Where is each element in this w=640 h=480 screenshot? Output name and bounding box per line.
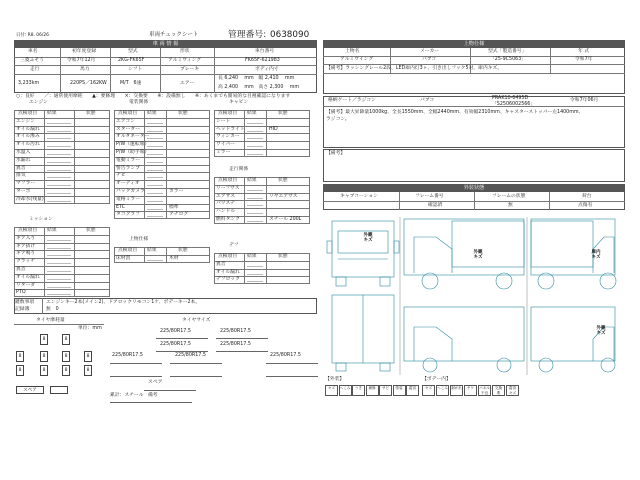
running-title: 走行関係 [229,167,249,172]
liftgate-table [323,96,625,148]
gate-serial: 「S2506002566」 [492,102,536,107]
tire-unit: 単位：mm [78,326,102,331]
tire-size-title: タイヤサイズ [182,318,211,323]
running-item: エアサス [216,193,235,199]
ext-h-0: キャブコーション [340,194,378,199]
cabin-col-2: 状態 [278,111,288,116]
electric-item: スターター [116,126,140,132]
electric-item: タコグラフ [116,212,140,218]
mgmt-label: 管理番号: [228,30,267,40]
diff-col-2: 状態 [278,254,288,259]
tire-wear-3: 8 [16,351,24,362]
veh-v1-2: 2KG-FK65F [118,58,145,63]
up-h-2: 型式「製造番号」 [488,49,527,54]
tire-wear-2: 8 [62,334,70,345]
mission-item: ギア抜け [16,243,36,249]
damage-mark-side-b: 庫内 キズ [591,250,601,260]
mission-title: ミッション [29,217,53,222]
upspec-col-1: 結果 [147,248,157,253]
tire-size-5: 225/80R17.5 [112,353,143,358]
veh-dims-2: 高 2,400 mm 高さ 2,300 mm [218,85,300,90]
gate-year: 令和7年06月 [570,98,599,103]
tire-wear-7: 8 [16,365,24,376]
tire-size-7: 225/80R17.5 [270,353,301,358]
mission-item: オイル漏れ [16,274,40,280]
engine-item: オイル滲み [16,134,40,140]
up-v-2: 「25-9C5063」 [490,57,527,62]
engine-item: 冷却水(残量) [16,196,44,202]
spare-size-label: スペア [148,380,163,385]
electric-item: ナビ [116,173,126,179]
diff-item: デフロック [216,277,240,283]
notes-val-2: 無 0 [46,307,59,312]
gate-maker: パブコ [420,98,435,103]
up-h-3: 年 式 [578,49,590,54]
veh-v2-0: 3,233km [18,81,40,86]
cabin-col-1: 結果 [247,111,257,116]
engine-title: エンジン [29,100,48,105]
veh-h1-1: 初年度登録 [72,49,96,54]
outer-legend-item: へこみ [339,385,352,396]
veh-h2-0: 走行 [30,67,40,72]
remarks-label: 【備考】 [326,151,346,156]
tire-wear-4: 8 [40,351,48,362]
engine-item: マフラー [16,181,36,187]
engine-item: エンジン [16,118,35,124]
body-legend-item: へこみ [436,385,449,396]
cabin-item: ミラー [216,150,231,155]
mission-col-0: 点検項目 [18,228,38,233]
tire-size-3: 225/80R17.5 [160,342,191,347]
diff-col-0: 点検項目 [218,254,238,259]
tire-size-2: 225/80R17.5 [220,329,251,334]
tire-wear-1: 8 [40,334,48,345]
tire-size-6: 225/80R17.5 [175,353,206,358]
up-v-3: 令和7年 [575,57,593,62]
spare-tire-wear [50,386,68,394]
ext-h-1: フレーム番号 [415,194,444,199]
electric-item: P/W（助手席） [116,150,150,155]
mission-col-2: 状態 [86,228,96,233]
remarks-box [323,149,625,182]
mission-item: 異音 [16,267,26,272]
damage-mark-rear: 外観 キズ [596,326,606,336]
upspec-col-0: 点検項目 [118,248,138,253]
body-legend-item: キズ [422,385,435,396]
veh-v1-0: 三菱ふそう [20,58,44,63]
engine-item: 排気 [16,173,26,179]
upspec-col-2: 状態 [178,248,188,253]
veh-v1-1: 令和7年12月 [67,58,96,63]
tire-wear-9: 8 [62,365,70,376]
electric-item: エアコン [116,118,135,124]
veh-h1-4: 車台番号 [255,49,275,54]
outer-legend-item: 補修 [366,385,379,396]
damage-mark-side-a: 外観 キズ [473,250,483,260]
tire-size-4: 225/80R17.5 [220,342,251,347]
electric-item: 電動ミラー [116,157,140,163]
tire-size-1: 225/80R17.5 [160,329,191,334]
outer-legend-item: キズ [325,385,338,396]
engine-item: オイル漏れ [16,126,40,132]
electric-item: オルタネーター [116,134,150,140]
electric-status: カラー [169,189,184,194]
electric-item: 電格ミラー [116,196,140,202]
veh-h2-3: ブレーキ [180,67,199,72]
cabin-item: ヘッドライト [216,126,245,132]
upspec-title: 上物仕様 [129,237,149,242]
diff-col-1: 結果 [247,254,257,259]
cabin-status: HID [269,126,278,132]
ext-h-2: フレームの状態 [492,194,526,199]
running-item: ハンドル [216,209,236,215]
sheet-title: 車両チェックシート [149,32,199,38]
up-h-1: メーカー [420,49,440,54]
tire-wear-5: 8 [62,351,70,362]
legend-row: ○：良好 ／：通常使用摩耗 ▲：要修理 ×：交換要 ※：設備無し ※：あくまでも簡易的な目視確認になります [16,94,291,99]
tire-wear-6: 8 [84,351,92,362]
electric-item: P/W（運転席） [116,142,150,148]
outer-legend-item: 腐食 [406,385,419,396]
engine-col-2: 状態 [86,111,96,116]
veh-h2-4: ボディ内寸 [255,67,279,72]
cabin-item: ワイパー [216,142,235,148]
running-col-0: 点検項目 [218,178,238,183]
engine-item: 水漏れ [16,157,31,163]
mission-item: ギア入り [16,235,36,241]
spare-tire-box: スペア [16,386,44,394]
cabin-col-0: 点検項目 [218,111,238,116]
running-item: 燃料タンク [216,217,240,222]
upper-spec-title: 上物仕様 [323,40,625,48]
engine-item: 異音 [16,165,26,171]
gate-model: PRAK10-6495D [492,96,529,101]
electric-item: バックカメラ [116,189,145,194]
veh-v1-4: FK65F-621983 [245,58,280,63]
body-legend-title: 【ボデー内】 [422,377,451,382]
electric-title: 電装関係 [129,100,149,105]
running-col-1: 結果 [247,178,257,183]
mission-item: リターダ [16,282,36,288]
body-legend-item: ヤケ [464,385,477,396]
up-note: 【備考】ラッシングレール2段、LED庫内灯3ヶ、引き出しフック5対、庫内キズ。 [326,66,503,71]
electric-col-2: 状態 [178,111,188,116]
veh-v2-2: M/T 6速 [120,81,142,86]
gate-header: 格納ゲート／ラジコン [328,98,376,103]
running-status: スチール 200L [269,217,302,222]
veh-v2-1: 220PS／162KW [70,81,107,86]
running-item: パワステ [216,201,235,207]
ext-v-3: 点傷有 [578,203,593,208]
up-h-0: 上物名 [345,49,360,54]
vehicle-info-title: 車 両 情 報 [14,40,317,48]
outer-legend-item: 塗装 [393,385,406,396]
body-legend-item: 腐食 キズ [506,385,519,396]
engine-item: オイル汚れ [16,142,40,148]
veh-h2-1: 馬力 [80,67,90,72]
damage-mark-cab: 外観 キズ [363,233,373,243]
diff-title: デフ [229,243,239,248]
electric-item: ETC [116,204,126,210]
electric-status: アナログ [169,212,189,218]
electric-col-1: 結果 [147,111,157,116]
body-legend-item: 剥がれ [450,385,463,396]
date-text: 日付: R8. 06/26 [16,33,49,38]
outer-legend-item: うき [352,385,365,396]
veh-h1-2: 型式 [128,49,138,54]
running-col-2: 状態 [278,178,288,183]
veh-v1-3: アルミウィング [168,58,202,63]
body-legend-item: 交換 要 [492,385,505,396]
mission-col-1: 結果 [47,228,57,233]
notes-label-1: 鍵数事項 [15,300,35,305]
notes-val-1: エンジンキー2本(メイン2)、ドアロックリモコン1ケ、ボデーキー2本。 [46,300,201,305]
diff-item: オイル漏れ [216,269,240,275]
outer-legend-item: サビ [379,385,392,396]
mission-item: PTO [16,290,26,296]
electric-col-0: 点検項目 [118,111,138,116]
veh-h2-2: シフト [128,67,143,72]
electric-status: 標準 [169,204,179,210]
tire-foot-1: 累計：スチール [110,393,144,398]
body-legend-item: パネル 不良 [479,386,490,395]
gate-note-2: ラジコン。 [326,117,350,122]
tire-wear-10: 8 [84,365,92,376]
engine-col-0: 点検項目 [18,111,38,116]
tire-wear-title: タイヤ摩耗量 [36,318,65,323]
upspec-item: 床材質 [116,255,131,261]
engine-item: 水温入 [16,150,31,155]
veh-h1-0: 車名 [28,49,38,54]
mgmt-number: 0638090 [270,30,310,40]
up-v-1: パブコ [422,57,437,62]
running-status: リヤエアサス [269,193,298,199]
running-item: リーフサス [216,185,240,191]
ext-v-1: 確認済 [428,203,443,208]
tire-foot-2: 備考 [148,393,158,398]
gate-note-1: 【備考】最大昇降量1000kg、全長1550mm、全幅2440mm、有効幅2310mm、キャスターストッパー左1400mm、 [326,110,584,115]
cabin-title: キャビン [229,100,249,105]
ext-h-3: 荷台 [582,194,592,199]
veh-v2-3: エアー [180,81,195,86]
cabin-item: シート [216,118,231,124]
notes-label-2: 記録簿 [15,307,30,312]
up-v-0: アルミウイング [340,57,374,62]
veh-dims-1: 長 6,240 mm 幅 2,410 mm [218,76,295,81]
engine-col-1: 結果 [47,111,57,116]
ext-v-2: 無 [508,203,513,208]
diff-item: 異音 [216,261,226,267]
mission-item: クラッチ [16,259,36,265]
exterior-state-title: 外装状態 [323,184,625,192]
electric-item: 警告ランプ [116,165,140,171]
outer-legend-title: 【外装】 [325,377,345,382]
cabin-item: ウィンカー [216,134,240,140]
tire-wear-8: 8 [40,365,48,376]
veh-h1-3: 形状 [180,49,190,54]
engine-item: ターボ [16,189,31,194]
upspec-status: 木材 [169,255,179,261]
electric-item: オーディオ [116,181,140,187]
mission-item: ギア鳴り [16,251,36,257]
